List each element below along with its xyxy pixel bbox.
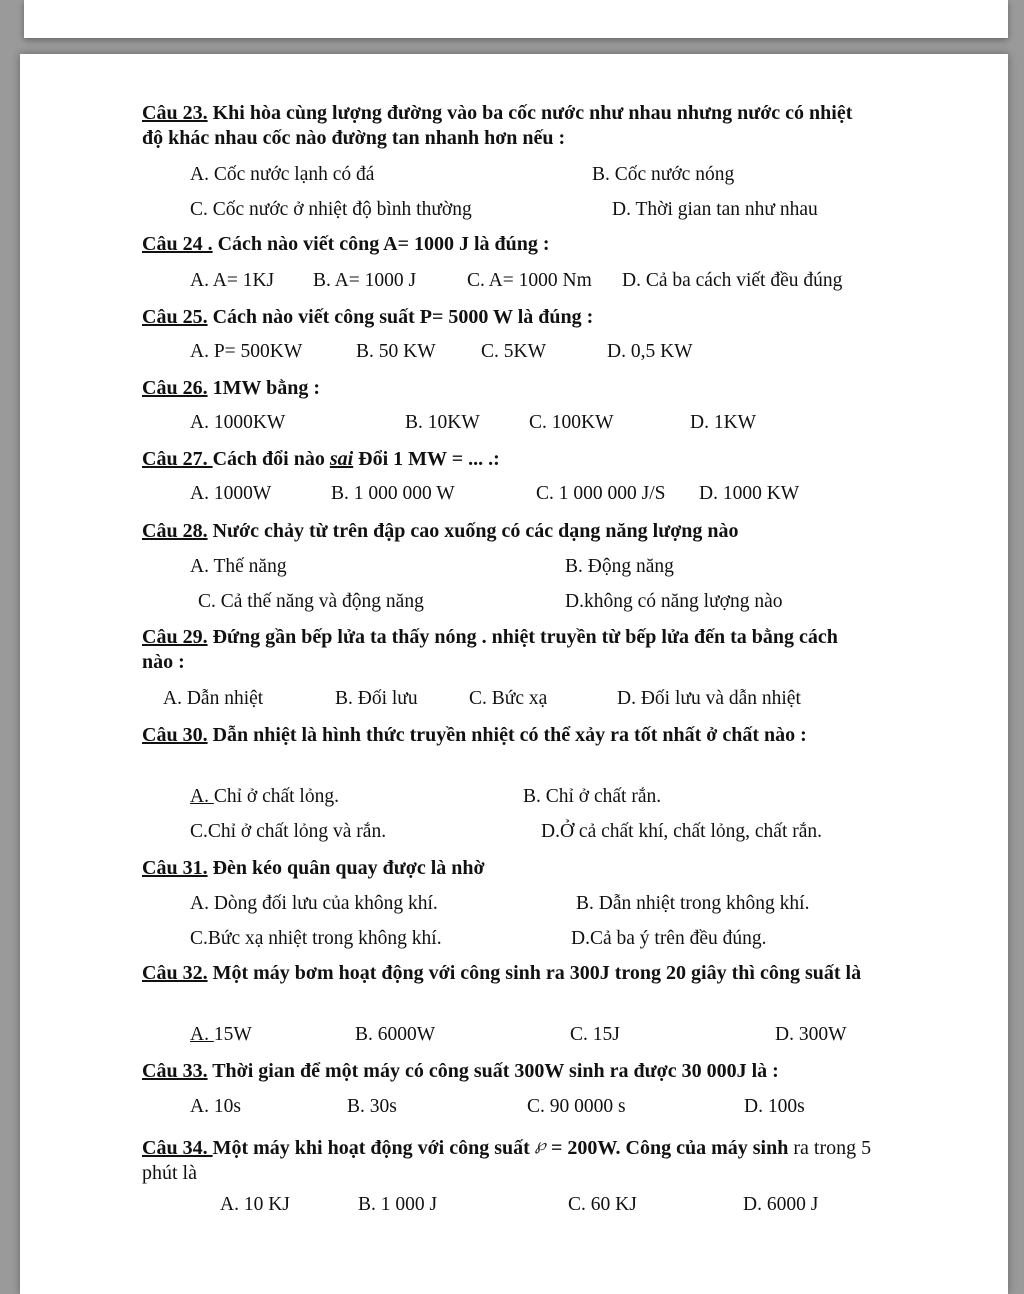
question-33	[142, 1059, 872, 1084]
question-number: Câu 26.	[142, 377, 208, 399]
option-b: B. 1 000 000 W	[331, 483, 455, 504]
question-text: Cách nào viết công suất P= 5000 W là đúng :	[207, 306, 594, 328]
option-b: B. Động năng	[565, 556, 674, 577]
question-29	[142, 625, 872, 675]
question-number: Câu 23.	[142, 102, 208, 124]
option-c: C. Cả thế năng và động năng	[198, 591, 424, 612]
option-b: B. Chỉ ở chất rắn.	[523, 786, 662, 807]
question-27	[142, 447, 872, 472]
question-text: Một máy bơm hoạt động với công sinh ra 300J trong 20 giây thì công suất là	[207, 962, 862, 984]
option-d: D. Đối lưu và dẫn nhiệt	[617, 688, 801, 709]
option-c: C. Bức xạ	[469, 688, 548, 709]
question-28	[142, 519, 872, 544]
option-c: C. 90 0000 s	[527, 1096, 626, 1117]
question-number: Câu 31.	[142, 857, 208, 879]
option-c: C. A= 1000 Nm	[467, 270, 592, 291]
option-b: B. 1 000 J	[358, 1194, 438, 1215]
option-a: A. 10 KJ	[220, 1194, 290, 1215]
question-number: Câu 25.	[142, 306, 208, 328]
option-c: C. 100KW	[529, 412, 614, 433]
option-b: B. 50 KW	[356, 341, 436, 362]
option-d: D.Cả ba ý trên đều đúng.	[571, 928, 767, 949]
question-number: Câu 33.	[142, 1060, 208, 1082]
question-text: Khi hòa cùng lượng đường vào ba cốc nước như nhau nhưng nước có nhiệt độ khác nhau cốc nào đường tan nhanh hơn nếu :	[142, 102, 853, 149]
question-text: Một máy khi hoạt động với công suất	[212, 1137, 535, 1159]
option-a	[190, 1023, 252, 1047]
option-text: Chỉ ở chất lỏng.	[213, 786, 339, 807]
option-b: B. 10KW	[405, 412, 480, 433]
option-c: C. 5KW	[481, 341, 546, 362]
option-b: B. A= 1000 J	[313, 270, 417, 291]
option-a	[190, 785, 339, 809]
question-number: Câu 27.	[142, 448, 213, 470]
question-34	[142, 1133, 872, 1186]
question-text: Đèn kéo quân quay được là nhờ	[207, 857, 485, 879]
question-25	[142, 305, 872, 330]
question-24	[142, 232, 872, 257]
question-text: Cách nào viết công A= 1000 J là đúng :	[212, 233, 550, 255]
option-d: D. 1000 KW	[699, 483, 800, 504]
question-number: Câu 29.	[142, 626, 208, 648]
option-d: D. Thời gian tan như nhau	[612, 199, 818, 220]
option-a: A. 1000W	[190, 483, 272, 504]
option-a: A. Dẫn nhiệt	[163, 688, 264, 709]
question-31	[142, 856, 872, 881]
question-text: Đứng gần bếp lửa ta thấy nóng . nhiệt truyền từ bếp lửa đến ta bằng cách nào :	[142, 626, 838, 673]
question-number: Câu 30.	[142, 724, 208, 746]
option-d: D. 1KW	[690, 412, 757, 433]
option-a: A. Dòng đối lưu của không khí.	[190, 893, 438, 914]
question-text-bold: sinh	[752, 1137, 789, 1159]
option-c: C.Chỉ ở chất lỏng và rắn.	[190, 821, 387, 842]
option-b: B. Đối lưu	[335, 688, 418, 709]
option-d: D. 0,5 KW	[607, 341, 693, 362]
option-text: 15W	[213, 1024, 252, 1045]
option-c: C. Cốc nước ở nhiệt độ bình thường	[190, 199, 472, 220]
question-text: Cách đổi nào	[212, 448, 330, 470]
option-d: D. 300W	[775, 1024, 847, 1045]
option-d: D.không có năng lượng nào	[565, 591, 783, 612]
option-a: A. 1000KW	[190, 412, 286, 433]
option-d: D. Cả ba cách viết đều đúng	[622, 270, 843, 291]
option-c: C.Bức xạ nhiệt trong không khí.	[190, 928, 442, 949]
question-32	[142, 961, 872, 986]
option-d: D.Ở cả chất khí, chất lỏng, chất rắn.	[541, 821, 823, 842]
emphasis-sai: sai	[329, 448, 354, 470]
question-number: Câu 32.	[142, 962, 208, 984]
option-b: B. Cốc nước nóng	[592, 164, 735, 185]
option-b: B. 6000W	[355, 1024, 436, 1045]
option-d: D. 6000 J	[743, 1194, 819, 1215]
option-b: B. 30s	[347, 1096, 397, 1117]
question-30	[142, 723, 872, 748]
option-a: A. Cốc nước lạnh có đá	[190, 164, 375, 185]
option-d: D. 100s	[744, 1096, 805, 1117]
option-a: A. 10s	[190, 1096, 241, 1117]
question-23	[142, 101, 872, 151]
question-26	[142, 376, 872, 401]
option-a: A. Thế năng	[190, 556, 287, 577]
option-c: C. 15J	[570, 1024, 620, 1045]
option-label: A.	[190, 1024, 214, 1045]
question-number: Câu 34.	[142, 1137, 213, 1159]
option-a: A. A= 1KJ	[190, 270, 275, 291]
option-c: C. 60 KJ	[568, 1194, 637, 1215]
question-text: Dẫn nhiệt là hình thức truyền nhiệt có thể xảy ra tốt nhất ở chất nào :	[207, 724, 807, 746]
question-number: Câu 28.	[142, 520, 208, 542]
power-symbol: ℘	[534, 1137, 546, 1154]
option-b: B. Dẫn nhiệt trong không khí.	[576, 893, 810, 914]
question-text-mid: = 200W. Công của máy	[545, 1137, 753, 1159]
option-label: A.	[190, 786, 214, 807]
question-text-end: Đổi 1 MW = ... .:	[353, 448, 500, 470]
question-text: Thời gian để một máy có công suất 300W sinh ra được 30 000J là :	[207, 1060, 779, 1082]
option-c: C. 1 000 000 J/S	[536, 483, 666, 504]
question-number: Câu 24 .	[142, 233, 213, 255]
question-text-end: ra trong 5 phút là	[142, 1137, 872, 1184]
question-text: 1MW bằng :	[207, 377, 320, 399]
option-a: A. P= 500KW	[190, 341, 303, 362]
question-text: Nước chảy từ trên đập cao xuống có các dạng năng lượng nào	[207, 520, 739, 542]
